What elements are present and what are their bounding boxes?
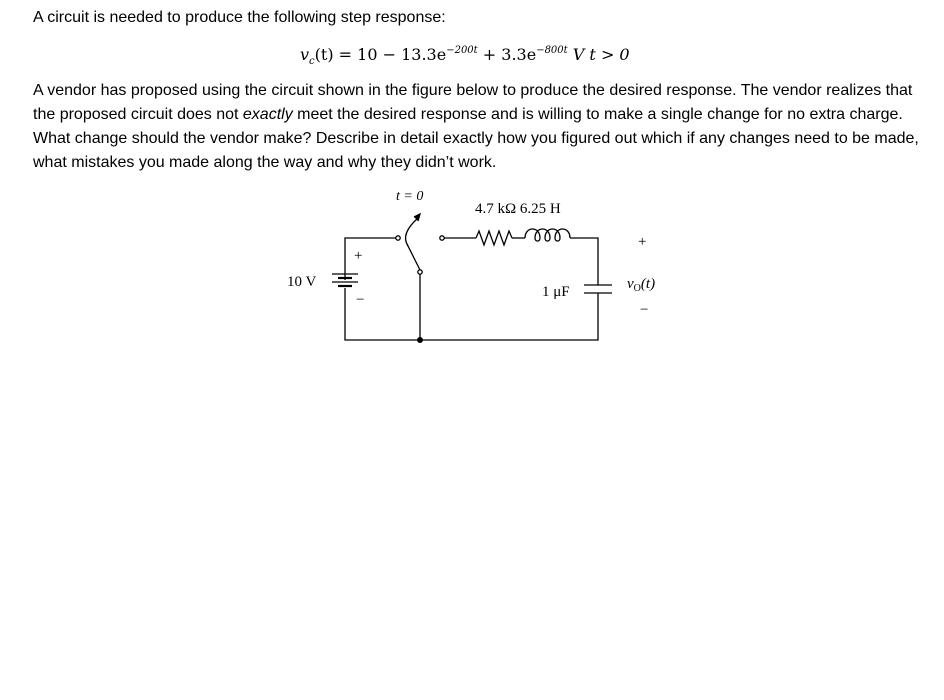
switch-contact-left [396,236,400,240]
eq-lhs-var: v [300,45,310,64]
switch-contact-right [440,236,444,240]
output-label [627,276,655,294]
eq-term2: + 3.3e [482,45,537,64]
eq-equals: = [338,45,353,64]
eq-lhs-arg: (t) [314,45,334,64]
eq-unit: V [572,45,585,64]
output-plus: + [638,234,647,250]
paragraph-part2: meet the desired response and is willing to make a single change for no extra charge. What change should the vendor make? Describe in detail exactly how you figured out which if any changes need to be made, what mistakes you made along the way and why they didn’t work. [33,106,919,171]
output-label-v: v [627,276,634,292]
problem-paragraph [33,79,923,175]
eq-lhs-sub: c [309,56,315,68]
switch-pivot [418,270,422,274]
output-label-sub: O [633,283,641,294]
output-label-arg: (t) [640,276,656,292]
rlc-circuit-diagram [270,180,690,360]
capacitor-label: 1 μF [542,284,570,300]
resistor-inductor-label: 4.7 kΩ 6.25 H [475,201,561,217]
wire-inductor-to-capacitor [570,238,598,285]
switch-arrow-arc [406,218,418,246]
paragraph-emphasis: exactly [242,106,293,123]
eq-exp2: −800t [536,45,568,56]
inductor-coils [525,229,570,241]
eq-exp1: −200t [446,45,478,56]
switch-blade [407,244,420,270]
output-minus: − [640,302,649,318]
paragraph-part1: A vendor has proposed using the circuit shown in the figure below to produce the desired response. The vendor realizes that the proposed circuit does not [33,82,913,123]
source-plus: + [354,248,363,264]
switch-arrow-head [414,214,420,221]
resistor-zigzag [476,231,512,245]
eq-term1: 10 − 13.3e [357,45,447,64]
intro-text: A circuit is needed to produce the following step response: [33,9,446,26]
source-minus: − [356,292,365,308]
junction-dot [417,337,423,343]
eq-condition: t > 0 [589,45,630,64]
step-response-equation [300,40,630,73]
source-label: 10 V [287,274,317,290]
switch-label: t = 0 [396,189,424,204]
